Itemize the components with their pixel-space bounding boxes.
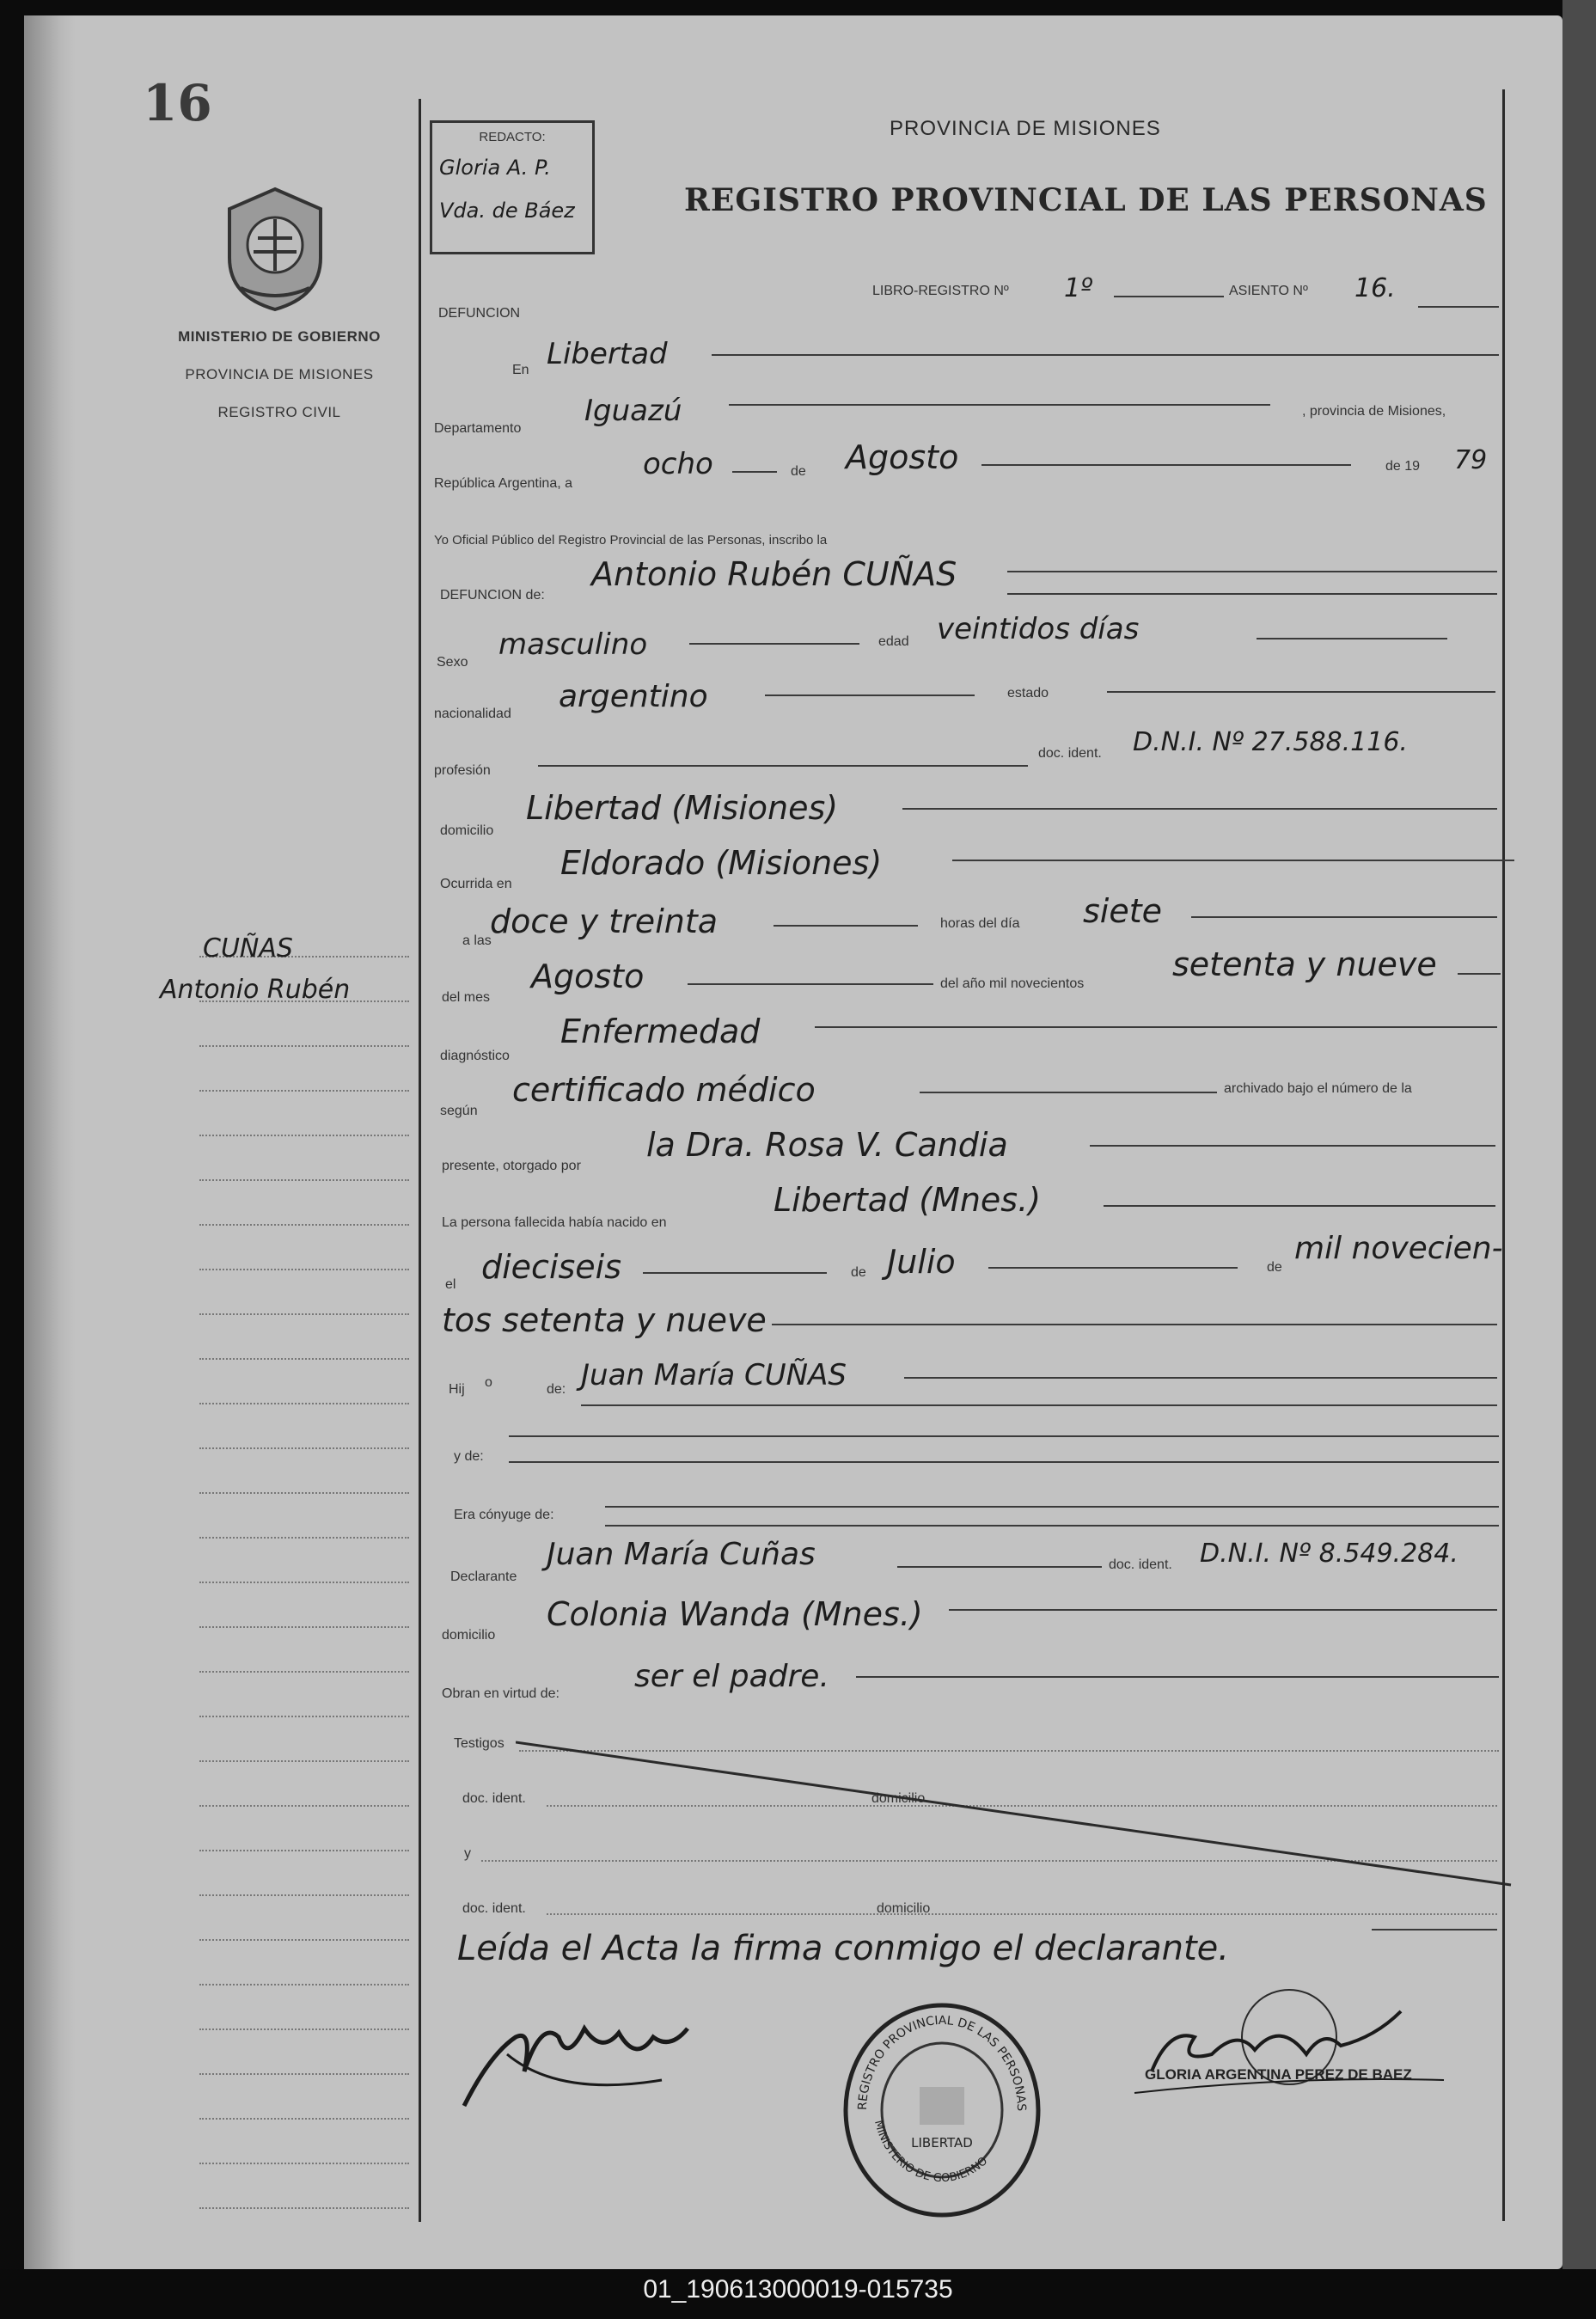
nationality-value: argentino xyxy=(559,679,708,714)
margin-line xyxy=(199,1045,409,1047)
margin-line xyxy=(199,2028,409,2030)
seat-line xyxy=(1418,306,1499,308)
margin-line xyxy=(199,1984,409,1986)
and-of-label: y de: xyxy=(454,1449,484,1464)
witness1-doc-label: doc. ident. xyxy=(462,1791,526,1806)
book-line xyxy=(1114,296,1224,297)
redacto-name: Gloria A. P. xyxy=(439,156,551,180)
book-value: 1º xyxy=(1064,273,1093,303)
margin-surname: CUÑAS xyxy=(203,933,293,964)
deceased-line-1 xyxy=(1007,571,1497,572)
birth-day: dieciseis xyxy=(481,1248,622,1286)
child-label-a: Hij xyxy=(449,1382,465,1397)
according-label: según xyxy=(440,1104,478,1118)
year-line xyxy=(1458,973,1501,975)
book-label: LIBRO-REGISTRO Nº xyxy=(872,284,1009,298)
province-label: PROVINCIA DE MISIONES xyxy=(185,366,374,382)
domicile-value: Libertad (Misiones) xyxy=(526,789,839,827)
and-of-line-1 xyxy=(509,1435,1499,1437)
status-line xyxy=(1107,691,1495,693)
margin-line xyxy=(199,1224,409,1226)
declarant-domicile-value: Colonia Wanda (Mnes.) xyxy=(547,1595,923,1633)
declarant-name: Juan María Cuñas xyxy=(547,1537,816,1572)
diagnosis-line xyxy=(815,1026,1497,1028)
date-de: de xyxy=(791,464,806,479)
birth-year-1: mil novecien- xyxy=(1294,1231,1503,1266)
image-caption: 01_190613000019-015735 xyxy=(643,2275,953,2304)
place-label: En xyxy=(512,363,529,377)
birth-el-label: el xyxy=(445,1277,456,1292)
acts-by-line xyxy=(856,1676,1499,1678)
margin-line xyxy=(199,1090,409,1092)
margin-line xyxy=(199,1269,409,1270)
margin-line xyxy=(199,2207,409,2209)
registry-seal xyxy=(841,2001,1043,2219)
margin-line xyxy=(199,1179,409,1181)
margin-line xyxy=(199,1939,409,1941)
witness-strikeout xyxy=(516,1741,1513,1887)
officer-name: GLORIA ARGENTINA PEREZ DE BAEZ xyxy=(1145,2066,1412,2083)
department-label: Departamento xyxy=(434,421,522,436)
declarant-signature xyxy=(456,2003,705,2123)
province-crest-icon xyxy=(219,185,331,314)
margin-line xyxy=(199,1582,409,1583)
deceased-name: Antonio Rubén CUÑAS xyxy=(591,555,957,593)
witness-y: y xyxy=(464,1846,471,1861)
nationality-line xyxy=(765,694,975,696)
margin-line xyxy=(199,1447,409,1449)
according-suffix: archivado bajo el número de la xyxy=(1224,1081,1412,1096)
closing-statement: Leída el Acta la firma conmigo el declarante. xyxy=(457,1929,1229,1968)
year-label: del año mil novecientos xyxy=(940,976,1085,991)
day-value: siete xyxy=(1083,892,1163,930)
profession-label: profesión xyxy=(434,763,491,778)
department-value: Iguazú xyxy=(584,394,682,428)
age-value: veintidos días xyxy=(937,612,1140,646)
redacto-label: REDACTO: xyxy=(479,130,546,144)
date-day: ocho xyxy=(643,447,713,481)
margin-line xyxy=(199,2163,409,2164)
declarant-doc-label: doc. ident. xyxy=(1109,1557,1172,1572)
acts-by-value: ser el padre. xyxy=(634,1659,829,1694)
month-value: Agosto xyxy=(531,958,645,995)
time-value: doce y treinta xyxy=(490,903,719,940)
birth-day-line xyxy=(643,1272,827,1274)
month-line xyxy=(688,983,933,985)
domicile-line xyxy=(902,808,1497,810)
sex-line xyxy=(689,643,859,645)
occurred-label: Ocurrida en xyxy=(440,877,512,891)
margin-line xyxy=(199,1716,409,1717)
nationality-label: nacionalidad xyxy=(434,707,511,721)
child-label-b: o xyxy=(485,1375,492,1390)
seat-value: 16. xyxy=(1354,273,1396,303)
birth-year-2: tos setenta y nueve xyxy=(442,1301,767,1339)
redacto-stamp xyxy=(430,120,595,254)
day-label: horas del día xyxy=(940,916,1020,931)
diagnosis-value: Enfermedad xyxy=(560,1013,761,1050)
day-line xyxy=(1191,916,1497,918)
child-line-2 xyxy=(581,1404,1497,1406)
birth-month: Julio xyxy=(887,1243,956,1281)
seal-bottom: LIBERTAD xyxy=(911,2135,973,2151)
occurred-value: Eldorado (Misiones) xyxy=(560,844,883,882)
seal-text: REGISTRO PROVINCIAL DE LAS PERSONAS xyxy=(855,2013,1029,2112)
year-value: setenta y nueve xyxy=(1172,945,1437,983)
domicile-label: domicilio xyxy=(440,823,494,838)
declarant-domicile-line xyxy=(949,1609,1497,1611)
department-line xyxy=(729,404,1270,406)
child-de: de: xyxy=(547,1382,566,1397)
margin-line xyxy=(199,2073,409,2075)
acts-by-label: Obran en virtud de: xyxy=(442,1686,560,1701)
witness2-line-b xyxy=(547,1913,1497,1915)
born-line xyxy=(1104,1205,1495,1207)
margin-line xyxy=(199,1313,409,1315)
age-line xyxy=(1257,638,1447,639)
header-province: PROVINCIA DE MISIONES xyxy=(890,117,1161,140)
according-value: certificado médico xyxy=(512,1071,816,1109)
margin-line xyxy=(199,1760,409,1762)
seat-label: ASIENTO Nº xyxy=(1229,284,1308,298)
father-name: Juan María CUÑAS xyxy=(581,1358,847,1392)
granted-label: presente, otorgado por xyxy=(442,1159,581,1173)
act-type-label: DEFUNCION xyxy=(438,306,521,321)
margin-line xyxy=(199,1805,409,1807)
deceased-line-2 xyxy=(1007,593,1497,595)
margin-line xyxy=(199,1850,409,1851)
right-rule xyxy=(1502,89,1505,2221)
margin-line xyxy=(199,1537,409,1539)
born-label: La persona fallecida había nacido en xyxy=(442,1215,667,1230)
date-year-value: 79 xyxy=(1454,445,1488,475)
margin-line xyxy=(199,1492,409,1494)
according-line xyxy=(920,1092,1217,1093)
birth-year-line xyxy=(772,1324,1497,1325)
born-value: Libertad (Mnes.) xyxy=(774,1181,1042,1219)
header-registry: REGISTRO PROVINCIAL DE LAS PERSONAS xyxy=(684,182,1488,218)
occurred-line xyxy=(952,860,1514,861)
page-binding xyxy=(24,15,76,2269)
date-month-line xyxy=(981,464,1351,466)
declarant-doc-value: D.N.I. Nº 8.549.284. xyxy=(1200,1539,1458,1569)
time-label: a las xyxy=(462,933,492,948)
birth-year-label: de xyxy=(1267,1260,1282,1275)
folio-number: 16 xyxy=(143,74,212,132)
witness2-domicile-label: domicilio xyxy=(877,1901,931,1916)
closing-line xyxy=(1372,1929,1497,1930)
witnesses-label: Testigos xyxy=(454,1736,504,1751)
granted-line xyxy=(1090,1145,1495,1147)
profession-line xyxy=(538,765,1028,767)
witness2-doc-label: doc. ident. xyxy=(462,1901,526,1916)
witness1-domicile-label: domicilio xyxy=(871,1791,926,1806)
child-line-1 xyxy=(904,1377,1497,1379)
svg-text:MINISTERIO DE GOBIERNO xyxy=(871,2119,990,2185)
margin-line xyxy=(199,1135,409,1136)
and-of-line-2 xyxy=(509,1461,1499,1463)
date-year-label: de 19 xyxy=(1385,459,1421,474)
diagnosis-label: diagnóstico xyxy=(440,1049,510,1063)
margin-line xyxy=(199,1671,409,1673)
birth-de: de xyxy=(851,1265,866,1280)
department-suffix: , provincia de Misiones, xyxy=(1302,404,1446,419)
redacto-title: Vda. de Báez xyxy=(439,199,575,223)
spouse-line-1 xyxy=(605,1506,1499,1508)
declarant-domicile-label: domicilio xyxy=(442,1628,496,1643)
deceased-label: DEFUNCION de: xyxy=(440,588,545,603)
date-day-line xyxy=(732,471,777,473)
status-label: estado xyxy=(1007,686,1049,701)
place-value: Libertad xyxy=(547,337,668,371)
declarant-line xyxy=(897,1566,1102,1568)
spouse-line-2 xyxy=(605,1525,1499,1527)
margin-line xyxy=(199,2118,409,2120)
time-line xyxy=(774,925,918,927)
ministry-label: MINISTERIO DE GOBIERNO xyxy=(178,328,381,345)
month-label: del mes xyxy=(442,990,491,1005)
registry-label: REGISTRO CIVIL xyxy=(217,404,341,420)
sex-value: masculino xyxy=(498,627,648,662)
place-line xyxy=(712,354,1499,356)
officer-signature xyxy=(1117,1977,1478,2106)
sex-label: Sexo xyxy=(437,655,468,670)
margin-line xyxy=(199,1358,409,1360)
margin-line xyxy=(199,1403,409,1404)
left-rule xyxy=(419,99,421,2222)
spouse-label: Era cónyuge de: xyxy=(454,1508,554,1522)
date-prefix: República Argentina, a xyxy=(434,476,572,491)
birth-month-line xyxy=(988,1267,1238,1269)
margin-given-names: Antonio Rubén xyxy=(160,975,351,1005)
declarant-label: Declarante xyxy=(450,1569,517,1584)
date-month: Agosto xyxy=(846,438,959,476)
book-edge xyxy=(1562,0,1596,2269)
margin-line xyxy=(199,1894,409,1896)
officer-statement: Yo Oficial Público del Registro Provincial de las Personas, inscribo la xyxy=(434,533,828,548)
doc-label: doc. ident. xyxy=(1038,746,1102,761)
doc-value: D.N.I. Nº 27.588.116. xyxy=(1133,727,1408,757)
age-label: edad xyxy=(878,634,909,649)
granted-value: la Dra. Rosa V. Candia xyxy=(646,1126,1008,1164)
margin-line xyxy=(199,1626,409,1628)
seal-ministry: MINISTERIO DE GOBIERNO xyxy=(871,2119,991,2186)
